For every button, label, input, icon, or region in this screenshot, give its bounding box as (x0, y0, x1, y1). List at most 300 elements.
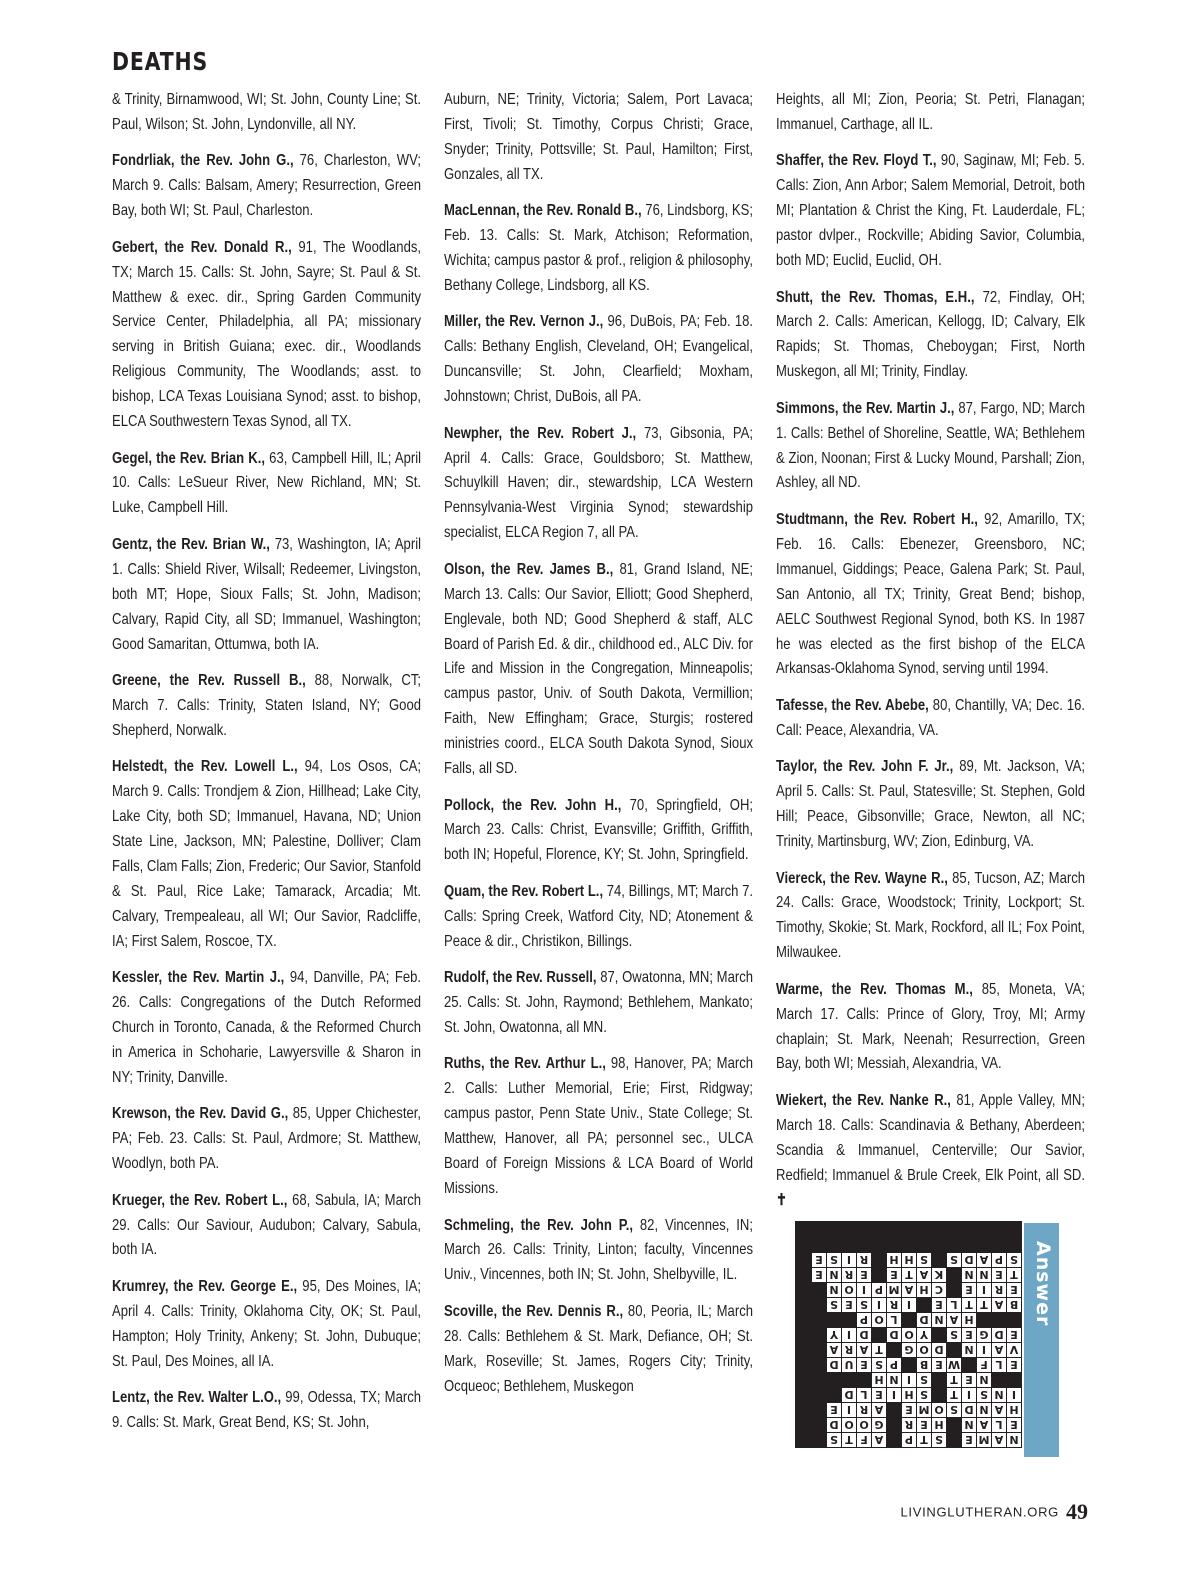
crossword-cell: A (871, 1402, 886, 1417)
crossword-black-cell (796, 1417, 811, 1432)
crossword-cell: C (931, 1282, 946, 1297)
obituary-text: 99, Odessa, TX; March 9. Calls: St. Mark, Great Bend, KS; St. John, (112, 1389, 422, 1432)
crossword-cell: D (961, 1252, 976, 1267)
obituary-entry (776, 397, 1085, 497)
answer-label: Answer (1032, 1241, 1054, 1327)
answer-bar (1024, 1223, 1059, 1457)
crossword-cell: A (976, 1252, 991, 1267)
crossword-cell: E (991, 1267, 1006, 1282)
crossword-black-cell (946, 1237, 961, 1252)
crossword-grid (795, 1221, 1022, 1448)
crossword-black-cell (796, 1222, 811, 1237)
crossword-cell: H (871, 1372, 886, 1387)
crossword-black-cell (796, 1282, 811, 1297)
obituary-text: Auburn, NE; Trinity, Victoria; Salem, Port Lavaca; First, Tivoli; St. Timothy, Corpus Christi; Grace, Snyder; Trinity, Pottsville; St. Paul, Hamilton; First, Gonzales, all TX. (444, 91, 754, 183)
footer-site: LIVINGLUTHERAN.ORG (900, 1504, 1059, 1520)
obituary-text: 76, Charleston, WV; March 9. Calls: Balsam, Amery; Resurrection, Green Bay, both WI; St. Paul, Charleston. (112, 152, 422, 220)
crossword-cell: M (976, 1432, 991, 1447)
obituary-entry (776, 286, 1085, 386)
obituary-entry (444, 794, 753, 869)
crossword-cell: I (871, 1297, 886, 1312)
crossword-black-cell (841, 1237, 856, 1252)
crossword-black-cell (811, 1372, 826, 1387)
crossword-cell: E (1006, 1357, 1021, 1372)
obituary-entry (776, 508, 1085, 682)
crossword-cell: E (886, 1267, 901, 1282)
crossword-black-cell (931, 1387, 946, 1402)
crossword-cell: R (991, 1282, 1006, 1297)
crossword-cell: E (1006, 1282, 1021, 1297)
obituary-text: 90, Saginaw, MI; Feb. 5. Calls: Zion, Ann Arbor; Salem Memorial, Detroit, both MI; Plantation & Christ the King, Ft. Lauderdale, FL; pastor dvlper., Rockville; Abiding Savior, Columbia, both MD; Euclid, Euclid, OH. (776, 152, 1086, 270)
crossword-cell: E (961, 1282, 976, 1297)
crossword-black-cell (856, 1222, 871, 1237)
crossword-cell: O (931, 1402, 946, 1417)
crossword-cell: O (901, 1327, 916, 1342)
crossword-black-cell (856, 1372, 871, 1387)
obituary-name: Warme, the Rev. Thomas M., (776, 980, 973, 998)
crossword-cell: S (916, 1252, 931, 1267)
obituary-name: Miller, the Rev. Vernon J., (444, 313, 604, 331)
obituary-name: Wiekert, the Rev. Nanke R., (776, 1091, 951, 1109)
obituary-entry (112, 966, 421, 1091)
crossword-cell: N (826, 1282, 841, 1297)
obituary-entry (444, 966, 753, 1041)
obituary-text: 76, Lindsborg, KS; Feb. 13. Calls: St. Mark, Atchison; Reformation, Wichita; campus pastor & prof., religion & philosophy, Bethany College, Lindsborg, all KS. (444, 202, 754, 294)
crossword-cell: B (1006, 1297, 1021, 1312)
obituary-entry (444, 880, 753, 955)
crossword-black-cell (946, 1417, 961, 1432)
crossword-cell: A (856, 1342, 871, 1357)
crossword-cell: E (826, 1402, 841, 1417)
crossword-cell: S (946, 1252, 961, 1267)
crossword-black-cell (916, 1237, 931, 1252)
crossword-black-cell (811, 1282, 826, 1297)
crossword-black-cell (886, 1222, 901, 1237)
crossword-cell: H (901, 1252, 916, 1267)
crossword-cell: A (946, 1312, 961, 1327)
crossword-cell: D (826, 1417, 841, 1432)
obituary-text: & Trinity, Birnamwood, WI; St. John, County Line; St. Paul, Wilson; St. John, Lyndonville, all NY. (112, 91, 422, 133)
crossword-cell: A (991, 1432, 1006, 1447)
obituary-name: Krewson, the Rev. David G., (112, 1105, 289, 1123)
obituary-text: 98, Hanover, PA; March 2. Calls: Luther Memorial, Erie; First, Ridgway; campus pastor, Penn State Univ., State College; St. Matthew, Hanover, all PA; personnel sec., ULCA Board of Foreign Missions & LCA Board of World Missions. (444, 1055, 754, 1197)
crossword-black-cell (931, 1327, 946, 1342)
crossword-cell: I (976, 1282, 991, 1297)
crossword-cell: D (961, 1402, 976, 1417)
obituary-name: Viereck, the Rev. Wayne R., (776, 869, 948, 887)
crossword-black-cell (871, 1327, 886, 1342)
crossword-cell: F (856, 1432, 871, 1447)
crossword-cell: R (856, 1402, 871, 1417)
crossword-cell: E (931, 1357, 946, 1372)
obituary-text: 85, Upper Chichester, PA; Feb. 23. Calls: St. Paul, Ardmore; St. Matthew, Woodlyn, both PA. (112, 1105, 422, 1173)
obituary-entry (776, 978, 1085, 1078)
crossword-black-cell (811, 1387, 826, 1402)
crossword-black-cell (811, 1222, 826, 1237)
crossword-cell: U (841, 1357, 856, 1372)
obituary-text: 63, Campbell Hill, IL; April 10. Calls: LeSueur River, New Richland, MN; St. Luke, Campbell Hill. (112, 449, 422, 517)
crossword-cell: P (886, 1357, 901, 1372)
crossword-cell: H (901, 1387, 916, 1402)
crossword-black-cell (811, 1327, 826, 1342)
crossword-cell: E (856, 1357, 871, 1372)
crossword-black-cell (946, 1342, 961, 1357)
crossword-black-cell (796, 1267, 811, 1282)
crossword-cell: M (916, 1402, 931, 1417)
crossword-cell: F (976, 1357, 991, 1372)
crossword-black-cell (826, 1387, 841, 1402)
crossword-black-cell (871, 1252, 886, 1267)
crossword-black-cell (976, 1222, 991, 1237)
crossword-cell: S (931, 1432, 946, 1447)
crossword-cell: H (1006, 1402, 1021, 1417)
crossword-cell: I (841, 1252, 856, 1267)
crossword-black-cell (871, 1237, 886, 1252)
obituary-entry (112, 149, 421, 224)
crossword-black-cell (796, 1297, 811, 1312)
crossword-cell: K (931, 1267, 946, 1282)
crossword-cell: T (841, 1432, 856, 1447)
crossword-cell: E (916, 1417, 931, 1432)
crossword-cell: A (991, 1297, 1006, 1312)
crossword-cell: T (901, 1267, 916, 1282)
obituary-text: 96, DuBois, PA; Feb. 18. Calls: Bethany English, Cleveland, OH; Evangelical, Duncansville; St. John, Clearfield; Moxham, Johnstown; Christ, DuBois, all PA. (444, 313, 754, 406)
crossword-cell: D (856, 1327, 871, 1342)
crossword-cell: E (961, 1372, 976, 1387)
crossword-black-cell (796, 1387, 811, 1402)
crossword-cell: S (1006, 1252, 1021, 1267)
crossword-black-cell (991, 1237, 1006, 1252)
crossword-cell: O (841, 1282, 856, 1297)
crossword-black-cell (946, 1222, 961, 1237)
obituary-entry (776, 755, 1085, 855)
crossword-black-cell (901, 1222, 916, 1237)
crossword-cell: N (961, 1342, 976, 1357)
obituary-text: 70, Springfield, OH; March 23. Calls: Christ, Evansville; Griffith, Griffith, both IN; Hopeful, Florence, KY; St. John, Springfield. (444, 796, 754, 864)
crossword-cell: I (886, 1387, 901, 1402)
crossword-cell: S (826, 1252, 841, 1267)
crossword-black-cell (991, 1312, 1006, 1327)
crossword-black-cell (841, 1312, 856, 1327)
crossword-cell: E (961, 1327, 976, 1342)
crossword-cell: E (856, 1267, 871, 1282)
obituary-name: Gegel, the Rev. Brian K., (112, 449, 266, 467)
crossword-black-cell (1006, 1312, 1021, 1327)
crossword-black-cell (811, 1417, 826, 1432)
obituary-text: 85, Tucson, AZ; March 24. Calls: Grace, Woodstock; Trinity, Lockport; St. Timothy, Skokie; St. Mark, Rockford, all IL; Fox Point, Milwaukee. (776, 869, 1086, 962)
crossword-cell: E (841, 1297, 856, 1312)
obituary-entry (112, 1189, 421, 1264)
crossword-black-cell (871, 1222, 886, 1237)
crossword-black-cell (811, 1312, 826, 1327)
crossword-cell: N (826, 1267, 841, 1282)
obituary-text: 68, Sabula, IA; March 29. Calls: Our Saviour, Audubon; Calvary, Sabula, both IA. (112, 1191, 422, 1259)
crossword-cell: E (811, 1267, 826, 1282)
crossword-cell: R (841, 1267, 856, 1282)
crossword-black-cell (976, 1237, 991, 1252)
crossword-black-cell (886, 1342, 901, 1357)
obituary-entry (776, 694, 1085, 744)
end-cross-icon: ✝ (776, 1191, 787, 1209)
crossword-cell: H (961, 1312, 976, 1327)
crossword-black-cell (826, 1372, 841, 1387)
crossword-black-cell (826, 1222, 841, 1237)
crossword-cell: N (931, 1312, 946, 1327)
obituary-entry (444, 1052, 753, 1201)
crossword-cell: D (886, 1327, 901, 1342)
crossword-cell: A (901, 1282, 916, 1297)
obituary-entry (112, 1275, 421, 1375)
crossword-cell: E (811, 1252, 826, 1267)
crossword-cell: R (901, 1417, 916, 1432)
obituary-name: Studtmann, the Rev. Robert H., (776, 510, 978, 528)
obituary-name: Fondrliak, the Rev. John G., (112, 152, 294, 170)
crossword-cell: P (871, 1282, 886, 1297)
obituary-name: Gebert, the Rev. Donald R., (112, 238, 292, 256)
crossword-cell: D (931, 1342, 946, 1357)
crossword-cell: N (961, 1417, 976, 1432)
crossword-cell: H (916, 1282, 931, 1297)
crossword-black-cell (931, 1372, 946, 1387)
obituary-name: Simmons, the Rev. Martin J., (776, 399, 955, 417)
crossword-cell: L (991, 1417, 1006, 1432)
crossword-cell: I (901, 1297, 916, 1312)
crossword-black-cell (811, 1342, 826, 1357)
obituary-name: Pollock, the Rev. John H., (444, 796, 622, 814)
obituary-name: Ruths, the Rev. Arthur L., (444, 1055, 606, 1073)
crossword-black-cell (811, 1432, 826, 1447)
crossword-cell: E (961, 1432, 976, 1447)
obituary-text: 85, Moneta, VA; March 17. Calls: Prince of Glory, Troy, MI; Army chaplain; St. Mark, Neenah; Resurrection, Green Bay, both WI; Messiah, Alexandria, VA. (776, 980, 1086, 1073)
crossword-black-cell (841, 1222, 856, 1237)
crossword-cell: R (886, 1297, 901, 1312)
crossword-black-cell (961, 1222, 976, 1237)
crossword-cell: P (991, 1252, 1006, 1267)
crossword-black-cell (826, 1312, 841, 1327)
crossword-cell: T (946, 1372, 961, 1387)
obituary-text: 74, Billings, MT; March 7. Calls: Spring Creek, Watford City, ND; Atonement & Peace & dir., Christikon, Billings. (444, 882, 754, 950)
obituary-name: Tafesse, the Rev. Abebe, (776, 696, 929, 714)
obituary-entry (444, 199, 753, 299)
obituary-name: Lentz, the Rev. Walter L.O., (112, 1389, 282, 1407)
crossword-black-cell (811, 1297, 826, 1312)
crossword-black-cell (931, 1222, 946, 1237)
crossword-black-cell (976, 1312, 991, 1327)
page-number: 49 (1066, 1499, 1088, 1524)
crossword-cell: G (976, 1327, 991, 1342)
crossword-black-cell (946, 1267, 961, 1282)
crossword-black-cell (811, 1402, 826, 1417)
crossword-cell: T (976, 1297, 991, 1312)
obituary-name: Krueger, the Rev. Robert L., (112, 1191, 288, 1209)
crossword-cell: E (901, 1402, 916, 1417)
obituary-entry (444, 1300, 753, 1400)
crossword-cell: I (1006, 1387, 1021, 1402)
crossword-cell: S (916, 1387, 931, 1402)
obituary-entry (444, 1214, 753, 1289)
obituary-text: 73, Washington, IA; April 1. Calls: Shield River, Wilsall; Redeemer, Livingston, both MT; Hope, Sioux Falls; St. John, Madison; Calvary, Rapid City, all SD; Immanuel, Washington; Good Samaritan, Ottumwa, both IA. (112, 535, 422, 653)
column-3 (776, 88, 1085, 1225)
obituary-entry (112, 533, 421, 658)
crossword-cell: W (947, 1358, 961, 1371)
crossword-cell: V (1006, 1342, 1021, 1357)
obituary-entry (112, 755, 421, 954)
crossword-cell: N (886, 1372, 901, 1387)
crossword-black-cell (886, 1237, 901, 1252)
obituary-text: 81, Apple Valley, MN; March 18. Calls: Scandinavia & Bethany, Aberdeen; Scandia & Immanuel, Centerville; Our Savior, Redfield; Immanuel & Brule Creek, Elk Point, all SD. (776, 1091, 1086, 1184)
obituary-name: Helstedt, the Rev. Lowell L., (112, 758, 298, 776)
crossword-black-cell (826, 1237, 841, 1252)
crossword-cell: A (991, 1402, 1006, 1417)
obituary-text: 94, Danville, PA; Feb. 26. Calls: Congregations of the Dutch Reformed Church in Toronto, Canada, & the Reformed Church in America in Schoharie, Lawyersville & Sharon in NY; Trinity, Danville. (112, 969, 422, 1086)
crossword-cell: G (871, 1417, 886, 1432)
crossword-cell: E (871, 1387, 886, 1402)
crossword-cell: I (901, 1372, 916, 1387)
crossword-cell: Y (916, 1327, 931, 1342)
crossword-cell: N (991, 1387, 1006, 1402)
crossword-cell: R (856, 1252, 871, 1267)
crossword-cell: E (931, 1297, 946, 1312)
obituary-text: 80, Peoria, IL; March 28. Calls: Bethlehem & St. Mark, Defiance, OH; St. Mark, Roseville; St. James, Rogers City; Trinity, Ocqueoc; Bethlehem, Muskegon (444, 1302, 754, 1395)
crossword-cell: T (946, 1387, 961, 1402)
crossword-cell: P (856, 1312, 871, 1327)
crossword-black-cell (796, 1342, 811, 1357)
crossword-cell: D (991, 1327, 1006, 1342)
obituary-entry (112, 236, 421, 435)
crossword-black-cell (796, 1402, 811, 1417)
crossword-cell: N (976, 1402, 991, 1417)
crossword-cell: Y (826, 1327, 841, 1342)
obituary-text: Heights, all MI; Zion, Peoria; St. Petri, Flanagan; Immanuel, Carthage, all IL. (776, 91, 1086, 133)
obituary-text: 82, Vincennes, IN; March 26. Calls: Trinity, Linton; faculty, Vincennes Univ., Vincennes, both IN; St. John, Shelbyville, IL. (444, 1216, 754, 1284)
crossword-black-cell (856, 1237, 871, 1252)
crossword-cell: P (901, 1432, 916, 1447)
obituary-entry (112, 447, 421, 522)
obituary-name: Newpher, the Rev. Robert J., (444, 424, 637, 442)
crossword-cell: M (886, 1282, 901, 1297)
crossword-cell: I (976, 1342, 991, 1357)
crossword-cell: S (946, 1327, 961, 1342)
crossword-black-cell (796, 1237, 811, 1252)
obituary-entry (776, 149, 1085, 274)
crossword-cell: R (841, 1342, 856, 1357)
crossword-cell: N (976, 1372, 991, 1387)
crossword-black-cell (886, 1432, 901, 1447)
obituary-text: 94, Los Osos, CA; March 9. Calls: Trondjem & Zion, Hillhead; Lake City, Lake City, both SD; Immanuel, Havana, ND; Union State Line, Jackson, MN; Palestine, Dolliver; Clam Falls, Clam Falls; Zion, Frederic; Our Savior, Stanfold & St. Paul, Rice Lake; Tamarack, Arcadia; Mt. Calvary, Trempealeau, all WI; Our Savior, Radcliffe, IA; First Salem, Roscoe, TX. (112, 758, 422, 950)
crossword-black-cell (991, 1372, 1006, 1387)
crossword-cell: B (916, 1357, 931, 1372)
crossword-black-cell (901, 1357, 916, 1372)
crossword-black-cell (1006, 1372, 1021, 1387)
obituary-name: Shaffer, the Rev. Floyd T., (776, 152, 937, 170)
crossword-cell: H (931, 1417, 946, 1432)
obituary-name: MacLennan, the Rev. Ronald B., (444, 202, 642, 220)
crossword-black-cell (796, 1312, 811, 1327)
obituary-entry (112, 1386, 421, 1436)
obituary-name: Greene, the Rev. Russell B., (112, 672, 306, 689)
crossword-cell: O (916, 1342, 931, 1357)
crossword-cell: A (916, 1267, 931, 1282)
crossword-cell: T (961, 1297, 976, 1312)
crossword-black-cell (916, 1297, 931, 1312)
obituary-entry (776, 88, 1085, 138)
crossword-black-cell (886, 1417, 901, 1432)
crossword-grid-rotated (797, 1223, 1022, 1448)
crossword-cell: T (1006, 1267, 1021, 1282)
column-1 (112, 88, 421, 1448)
crossword-black-cell (871, 1267, 886, 1282)
crossword-black-cell (796, 1252, 811, 1267)
obituary-text: 95, Des Moines, IA; April 4. Calls: Trinity, Oklahoma City, OK; St. Paul, Hampton; Holy Trinity, Ankeny; St. John, Dubuque; St. Paul, Des Moines, all IA. (112, 1277, 422, 1370)
obituary-text: 72, Findlay, OH; March 2. Calls: American, Kellogg, ID; Calvary, Elk Rapids; St. Thomas, Cheboygan; First, North Muskegon, all MI; Trinity, Findlay. (776, 288, 1086, 381)
obituary-text: 80, Chantilly, VA; Dec. 16. Call: Peace, Alexandria, VA. (776, 696, 1086, 739)
obituary-name: Rudolf, the Rev. Russell, (444, 969, 597, 987)
crossword-black-cell (946, 1282, 961, 1297)
obituary-name: Krumrey, the Rev. George E., (112, 1277, 298, 1295)
obituary-text: 91, The Woodlands, TX; March 15. Calls: St. John, Sayre; St. Paul & St. Matthew & exec. dir., Spring Garden Community Service Center, Philadelphia, all PA; missionary serving in British Guiana; exec. dir., Woodlands Religious Community, The Woodlands; asst. to bishop, LCA Texas Louisiana Synod; asst. to bishop, ELCA Southwestern Texas Synod, all TX. (112, 238, 422, 431)
obituary-name: Kessler, the Rev. Martin J., (112, 969, 285, 987)
crossword-cell: I (841, 1402, 856, 1417)
crossword-cell: A (976, 1417, 991, 1432)
crossword-cell: T (916, 1432, 931, 1447)
crossword-black-cell (841, 1372, 856, 1387)
crossword-cell: D (826, 1357, 841, 1372)
obituary-text: 87, Fargo, ND; March 1. Calls: Bethel of Shoreline, Seattle, WA; Bethlehem & Zion, Noonan; First & Lucky Mound, Parshall; Zion, Ashley, all ND. (776, 399, 1086, 492)
crossword-black-cell (1006, 1222, 1021, 1237)
crossword-black-cell (796, 1357, 811, 1372)
crossword-black-cell (886, 1402, 901, 1417)
crossword-black-cell (811, 1237, 826, 1252)
crossword-cell: I (841, 1327, 856, 1342)
crossword-black-cell (931, 1252, 946, 1267)
obituary-entry (776, 1089, 1085, 1214)
obituary-entry (112, 669, 421, 744)
crossword-cell: E (1006, 1417, 1021, 1432)
obituary-entry (444, 310, 753, 410)
crossword-cell: S (826, 1432, 841, 1447)
obituary-name: Taylor, the Rev. John F. Jr., (776, 758, 954, 776)
crossword-black-cell (961, 1237, 976, 1252)
section-title: DEATHS (112, 47, 209, 76)
crossword-cell: E (1006, 1327, 1021, 1342)
obituary-entry (444, 422, 753, 547)
crossword-cell: O (856, 1417, 871, 1432)
crossword-black-cell (901, 1312, 916, 1327)
crossword-black-cell (946, 1432, 961, 1447)
obituary-name: Quam, the Rev. Robert L., (444, 882, 604, 900)
crossword-answer (797, 1223, 1059, 1457)
column-2 (444, 88, 753, 1411)
crossword-cell: A (991, 1342, 1006, 1357)
crossword-cell: H (886, 1252, 901, 1267)
obituary-name: Schmeling, the Rev. John P., (444, 1216, 634, 1234)
crossword-cell: G (901, 1342, 916, 1357)
crossword-black-cell (901, 1237, 916, 1252)
crossword-cell: O (841, 1417, 856, 1432)
crossword-cell: N (976, 1267, 991, 1282)
obituary-text: 87, Owatonna, MN; March 25. Calls: St. John, Raymond; Bethlehem, Mankato; St. John, Owatonna, all MN. (444, 969, 754, 1036)
crossword-black-cell (811, 1357, 826, 1372)
obituary-text: 89, Mt. Jackson, VA; April 5. Calls: St. Paul, Statesville; St. Stephen, Gold Hill; Peace, Gibsonville; Grace, Newton, all NC; Trinity, Martinsburg, WV; Zion, Edinburg, VA. (776, 758, 1086, 851)
crossword-cell: S (856, 1297, 871, 1312)
obituary-text: 88, Norwalk, CT; March 7. Calls: Trinity, Staten Island, NY; Good Shepherd, Norwalk. (112, 672, 422, 739)
crossword-cell: O (871, 1312, 886, 1327)
obituary-name: Scoville, the Rev. Dennis R., (444, 1302, 624, 1320)
crossword-black-cell (796, 1372, 811, 1387)
crossword-cell: S (826, 1297, 841, 1312)
crossword-black-cell (961, 1357, 976, 1372)
crossword-cell: L (946, 1297, 961, 1312)
